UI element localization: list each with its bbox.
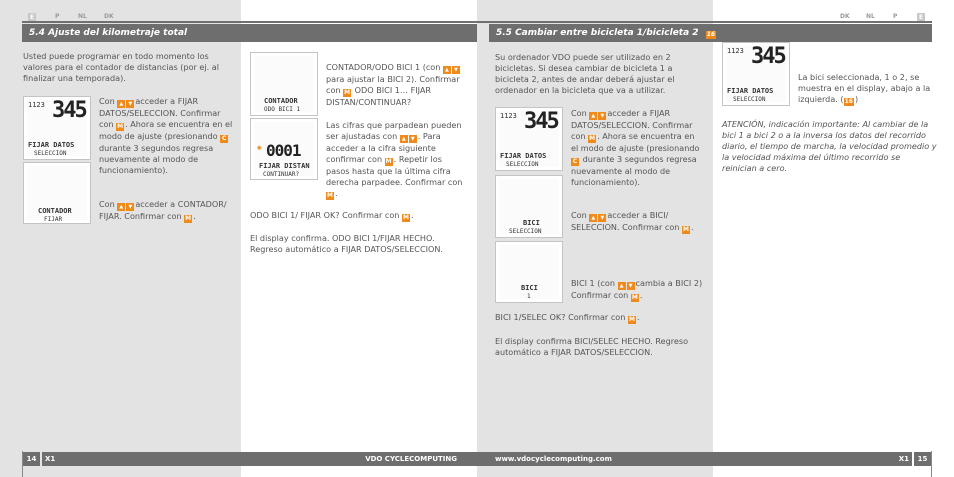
sec54-step5: ODO BICI 1/ FIJAR OK? Confirmar con M.: [250, 210, 465, 222]
sec55-step2: Con ▲▼acceder a BICI/ SELECCION. Confirmar con M.: [571, 210, 703, 234]
lcd-contador-odo: [250, 52, 318, 116]
lang-tab-nl-right: NL: [866, 13, 875, 20]
footer-page-left: 14: [23, 452, 40, 466]
footer-model-right: X1: [898, 455, 909, 463]
footer-page-right: 15: [914, 452, 931, 466]
lcd-speed: 345: [524, 109, 558, 134]
m-button-icon: [628, 316, 636, 324]
lcd-line2: SELECCION: [733, 96, 766, 103]
sec54-step3: CONTADOR/ODO BICI 1 (con ▲▼ para ajustar la BICI 2). Confirmar con M ODO BICI 1… FIJAR DISTAN/CONTINUAR?: [326, 62, 466, 108]
lcd-selected-bike: [722, 42, 790, 106]
lang-tab-e-left: E: [30, 14, 35, 21]
lang-tab-p-left: P: [55, 13, 60, 20]
arrow-up-icon: [618, 282, 626, 290]
lcd-bici-seleccion: [495, 175, 563, 238]
m-button-icon: [116, 123, 124, 131]
arrow-up-icon: [117, 100, 125, 108]
arrow-up-icon: [117, 203, 125, 211]
lcd-line1: BICI: [523, 219, 540, 227]
arrow-down-icon: [598, 214, 606, 222]
lcd-line1: BICI: [521, 284, 538, 292]
arrow-up-icon: [400, 135, 408, 143]
sec54-step2: Con ▲▼acceder a CONTADOR/ FIJAR. Confirmar con M.: [99, 199, 234, 223]
footer-url: www.vdocyclecomputing.com: [495, 455, 612, 463]
lcd-bici-1: [495, 241, 563, 303]
m-button-icon: [402, 214, 410, 222]
sec54-intro: Usted puede programar en todo momento los valores para el contador de distancias (por ej. al finalizar una temporada).: [23, 51, 220, 83]
sec55-attention: ATENCIÓN, indicación importante: Al cambiar de la bici 1 a bici 2 o a la inversa los datos del recorrido diario, el tiempo de marcha, la velocidad promedio y la velocidad máxima del último recorrido se reinician a cero.: [722, 119, 937, 173]
sec54-step1: Con ▲▼acceder a FIJAR DATOS/SELECCION. Confirmar con M. Ahora se encuentra en el modo de ajuste (presionando C durante 3 segundos regresa nuevamente al modo de funcionamiento).: [99, 96, 234, 176]
section-title-5-5-text: 5.5 Cambiar entre bicicleta 1/bicicleta 2: [496, 28, 699, 38]
lcd-fijar-distan: [250, 118, 318, 180]
footer-model-left: X1: [45, 455, 56, 463]
lcd-line2: SELECCION: [509, 228, 542, 235]
sec55-step3: BICI 1 (con ▲▼cambia a BICI 2) Confirmar con M.: [571, 278, 706, 302]
lcd-line2: SELECCION: [34, 150, 67, 157]
footer-bar-left: [42, 452, 477, 466]
lcd-fijar-datos: [23, 96, 91, 160]
m-button-icon: [682, 226, 690, 234]
c-button-icon: [571, 158, 579, 166]
lcd-contador-fijar: [23, 162, 91, 224]
arrow-down-icon: [126, 100, 134, 108]
lcd-fijar-datos-2: [495, 107, 563, 171]
arrow-up-icon: [589, 214, 597, 222]
sec55-note1: La bici seleccionada, 1 o 2, se muestra en el display, abajo a la izquierda. (16 ): [798, 72, 931, 105]
lcd-line2: FIJAR: [44, 216, 63, 223]
m-button-icon: [326, 192, 334, 200]
lang-tab-dk-left: DK: [104, 13, 114, 20]
arrow-down-icon: [409, 135, 417, 143]
sec55-step1: Con ▲▼acceder a FIJAR DATOS/SELECCION. Confirmar con M. Ahora se encuentra en el modo de ajuste (presionando C durante 3 segundos regresa nuevamente al modo de funcionamiento).: [571, 108, 703, 188]
top-rule-right: [477, 21, 932, 23]
arrow-down-icon: [598, 112, 606, 120]
lcd-line2: CONTINUAR?: [263, 171, 300, 178]
lcd-speed: 345: [751, 44, 785, 69]
lcd-speed: 345: [52, 98, 86, 123]
lcd-line1: FIJAR DATOS: [500, 152, 547, 160]
footer-brand: VDO CYCLECOMPUTING: [365, 455, 457, 463]
m-button-icon: [588, 135, 596, 143]
lcd-line1: CONTADOR: [264, 97, 298, 105]
lang-tab-p-right: P: [893, 13, 898, 20]
m-button-icon: [631, 294, 639, 302]
sec55-step4: BICI 1/SELEC OK? Confirmar con M.: [495, 312, 705, 324]
arrow-down-icon: [627, 282, 635, 290]
m-button-icon: [385, 158, 393, 166]
lcd-line1: FIJAR DISTAN: [259, 162, 310, 170]
c-button-icon: [220, 135, 228, 143]
section-title-5-4-text: 5.4 Ajuste del kilometraje total: [29, 28, 188, 38]
lcd-line1: CONTADOR: [38, 207, 72, 215]
lcd-clock: 1123: [28, 101, 45, 109]
arrow-down-icon: [126, 203, 134, 211]
lcd-line1: FIJAR DATOS: [28, 141, 75, 149]
arrow-up-icon: [443, 66, 451, 74]
m-button-icon: [184, 215, 192, 223]
lcd-line1: FIJAR DATOS: [727, 87, 774, 95]
blink-indicator-icon: ✺: [257, 143, 262, 152]
lcd-clock: 1123: [727, 47, 744, 55]
lang-tab-nl-left: NL: [78, 13, 87, 20]
lang-tab-e-right: E: [919, 14, 924, 21]
lcd-line2: SELECCION: [506, 161, 539, 168]
sec55-step5: El display confirma BICI/SELEC HECHO. Regreso automático a FIJAR DATOS/SELECCION.: [495, 336, 689, 357]
lcd-line2: ODO BICI 1: [264, 106, 301, 113]
section-title-5-5: [489, 24, 932, 42]
figure-ref-badge: 16: [844, 98, 853, 105]
sec54-step6: El display confirma. ODO BICI 1/FIJAR HECHO. Regreso automático a FIJAR DATOS/SELECCION.: [250, 233, 443, 254]
footer-right-line: [931, 451, 932, 477]
lcd-clock: 1123: [500, 112, 517, 120]
footer-bar-right: [477, 452, 912, 466]
m-button-icon: [343, 89, 351, 97]
lcd-line2: 1: [527, 293, 531, 300]
sec54-step4: Las cifras que parpadean pueden ser ajustadas con ▲▼. Para acceder a la cifra siguiente confirmar con M. Repetir los pasos hasta que la última cifra derecha parpadee. Confirmar con M.: [326, 120, 466, 200]
sec55-intro: Su ordenador VDO puede ser utilizado en 2 bicicletas. Si desea cambiar de bicicleta 1 a bicicleta 2, antes de andar deberá ajustar el ordenador en la bicicleta que va a utilizar.: [495, 52, 675, 95]
lcd-digits: 0001: [266, 141, 301, 160]
top-rule-left: [22, 21, 477, 23]
figure-ref-badge: 16: [706, 31, 716, 38]
section-title-5-4: [22, 24, 477, 42]
arrow-down-icon: [452, 66, 460, 74]
arrow-up-icon: [589, 112, 597, 120]
lang-tab-dk-right: DK: [840, 13, 850, 20]
